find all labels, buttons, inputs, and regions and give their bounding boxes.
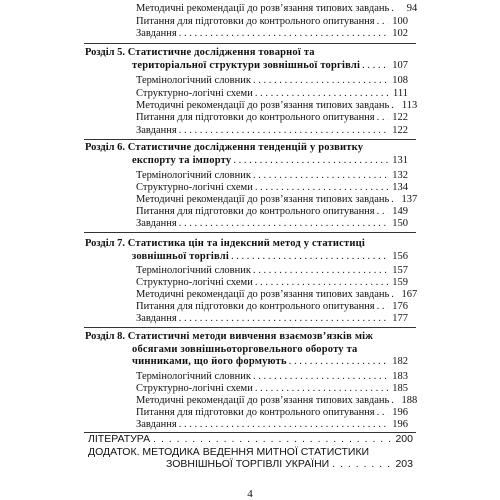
leader-dots <box>253 170 388 181</box>
toc-item-page: 102 <box>392 28 408 39</box>
toc-item[interactable] <box>136 395 418 406</box>
toc-item-page: 159 <box>392 277 408 288</box>
leader-dots <box>377 301 388 312</box>
toc-item-label: Методичні рекомендації до розв’язання типових завдань <box>136 395 390 406</box>
section-title: територіальної структури зовнішньої торгівлі <box>132 59 361 71</box>
toc-item[interactable] <box>136 371 408 382</box>
toc-item[interactable] <box>136 28 408 39</box>
toc-item-label: Термінологічний словник <box>136 265 251 276</box>
toc-item-page: 134 <box>392 182 408 193</box>
toc-item[interactable] <box>136 407 408 418</box>
section-title: зовнішньої торгівлі <box>132 250 229 262</box>
toc-item-label: Питання для підготовки до контрольного опитування <box>136 112 375 123</box>
section-title: Статистичні методи вивчення взаємозв’язків між <box>127 331 374 342</box>
toc-item-label: Методичні рекомендації до розв’язання типових завдань <box>136 3 390 14</box>
leader-dots <box>255 277 388 288</box>
leader-dots <box>377 16 388 27</box>
toc-item-page: 111 <box>393 88 408 99</box>
toc-item-label: Завдання <box>136 28 177 39</box>
leader-dots <box>391 100 397 111</box>
toc-item-page: 176 <box>392 301 408 312</box>
section-title: експорту та імпорту <box>132 154 232 166</box>
appendix-page: 203 <box>395 458 413 470</box>
toc-item-label: Питання для підготовки до контрольного опитування <box>136 407 375 418</box>
toc-item-page: 122 <box>392 112 408 123</box>
toc-item[interactable] <box>136 265 408 276</box>
leader-dots <box>391 289 397 300</box>
section-heading[interactable] <box>85 238 408 263</box>
section-title: обсягами зовнішньоторговельного обороту та <box>132 343 358 355</box>
section-title: Статистичне дослідження тенденцій у розвитку <box>127 142 364 153</box>
toc-item-label: Методичні рекомендації до розв’язання типових завдань <box>136 100 390 111</box>
leader-dots <box>391 3 397 14</box>
leader-dots <box>153 433 392 445</box>
literature-label: ЛІТЕРАТУРА <box>88 433 151 445</box>
leader-dots <box>255 182 388 193</box>
section-heading[interactable] <box>85 47 408 72</box>
appendix-entry[interactable] <box>88 446 413 458</box>
toc-item-page: 183 <box>392 371 408 382</box>
toc-item-page: 113 <box>401 100 418 111</box>
leader-dots <box>377 112 388 123</box>
toc-item[interactable] <box>136 313 408 324</box>
toc-item-label: Термінологічний словник <box>136 75 251 86</box>
section-divider <box>84 43 416 44</box>
toc-item-label: Завдання <box>136 218 177 229</box>
toc-item[interactable] <box>136 3 418 14</box>
leader-dots <box>332 458 392 470</box>
leader-dots <box>231 251 388 264</box>
toc-item[interactable] <box>136 88 408 99</box>
section-title: чинниками, що його формують <box>132 356 287 367</box>
section-page: 131 <box>392 154 408 166</box>
toc-item-label: Структурно-логічні схеми <box>136 383 253 394</box>
toc-item-label: Структурно-логічні схеми <box>136 277 253 288</box>
toc-item[interactable] <box>136 419 408 430</box>
toc-item[interactable] <box>136 182 408 193</box>
toc-item-page: 137 <box>401 194 418 205</box>
toc-item-label: Завдання <box>136 313 177 324</box>
leader-dots <box>255 383 388 394</box>
appendix-label: ЗОВНІШНЬОЇ ТОРГІВЛІ УКРАЇНИ <box>166 458 330 470</box>
section-page: 182 <box>392 356 408 367</box>
leader-dots <box>391 395 397 406</box>
toc-item-page: 196 <box>392 419 408 430</box>
toc-item-page: 185 <box>392 383 408 394</box>
toc-item-page: 132 <box>392 170 408 181</box>
toc-item[interactable] <box>136 125 408 136</box>
leader-dots <box>377 206 388 217</box>
page-number: 4 <box>247 488 253 500</box>
toc-item[interactable] <box>136 289 418 300</box>
section-heading[interactable] <box>85 142 408 167</box>
toc-item[interactable] <box>136 75 408 86</box>
leader-dots <box>179 419 388 430</box>
toc-item[interactable] <box>136 301 408 312</box>
toc-item[interactable] <box>136 100 418 111</box>
toc-item[interactable] <box>136 277 408 288</box>
leader-dots <box>253 75 388 86</box>
leader-dots <box>289 356 388 369</box>
toc-item[interactable] <box>136 206 408 217</box>
leader-dots <box>391 194 397 205</box>
appendix-entry-cont[interactable] <box>166 458 413 470</box>
toc-item-page: 108 <box>392 75 408 86</box>
leader-dots <box>179 313 388 324</box>
leader-dots <box>179 218 388 229</box>
section-divider <box>84 139 416 140</box>
section-number: Розділ 5. <box>85 47 126 58</box>
section-heading[interactable] <box>85 331 408 369</box>
toc-item-label: Термінологічний словник <box>136 371 251 382</box>
toc-item-label: Методичні рекомендації до розв’язання типових завдань <box>136 194 390 205</box>
toc-item-label: Питання для підготовки до контрольного опитування <box>136 16 375 27</box>
toc-item-page: 188 <box>401 395 418 406</box>
leader-dots <box>253 265 388 276</box>
toc-item-label: Структурно-логічні схеми <box>136 182 253 193</box>
toc-item-page: 167 <box>401 289 418 300</box>
section-divider <box>84 327 416 328</box>
section-number: Розділ 8. <box>85 331 126 342</box>
toc-item-label: Методичні рекомендації до розв’язання типових завдань <box>136 289 390 300</box>
section-number: Розділ 7. <box>85 238 126 249</box>
appendix-label: ДОДАТОК. МЕТОДИКА ВЕДЕННЯ МИТНОЇ СТАТИСТИКИ <box>88 446 370 458</box>
leader-dots <box>255 88 388 99</box>
toc-item-page: 177 <box>392 313 408 324</box>
section-page: 107 <box>392 59 408 71</box>
toc-item-page: 122 <box>392 125 408 136</box>
toc-item-page: 196 <box>392 407 408 418</box>
toc-item-label: Термінологічний словник <box>136 170 251 181</box>
toc-item[interactable] <box>136 383 408 394</box>
toc-item-label: Структурно-логічні схеми <box>136 88 253 99</box>
leader-dots <box>253 371 388 382</box>
toc-item[interactable] <box>136 218 408 229</box>
toc-item-label: Питання для підготовки до контрольного опитування <box>136 301 375 312</box>
leader-dots <box>377 407 388 418</box>
section-title: Статистика цін та індексний метод у статистиці <box>127 238 365 249</box>
toc-item-page: 149 <box>392 206 408 217</box>
section-divider <box>84 232 416 233</box>
toc-item[interactable] <box>136 16 408 27</box>
leader-dots <box>179 28 388 39</box>
literature-page: 200 <box>395 433 413 445</box>
toc-item-label: Питання для підготовки до контрольного опитування <box>136 206 375 217</box>
section-number: Розділ 6. <box>85 142 126 153</box>
toc-item-page: 150 <box>392 218 408 229</box>
toc-item-label: Завдання <box>136 419 177 430</box>
toc-item-label: Завдання <box>136 125 177 136</box>
leader-dots <box>362 60 388 73</box>
toc-item[interactable] <box>136 194 418 205</box>
toc-item-page: 94 <box>406 3 418 14</box>
leader-dots <box>179 125 388 136</box>
leader-dots <box>233 155 388 168</box>
toc-item-page: 157 <box>392 265 408 276</box>
literature-entry[interactable] <box>88 433 413 445</box>
toc-item[interactable] <box>136 112 408 123</box>
section-title: Статистичне дослідження товарної та <box>127 47 315 58</box>
toc-item-page: 100 <box>392 16 408 27</box>
toc-item[interactable] <box>136 170 408 181</box>
section-page: 156 <box>392 250 408 262</box>
